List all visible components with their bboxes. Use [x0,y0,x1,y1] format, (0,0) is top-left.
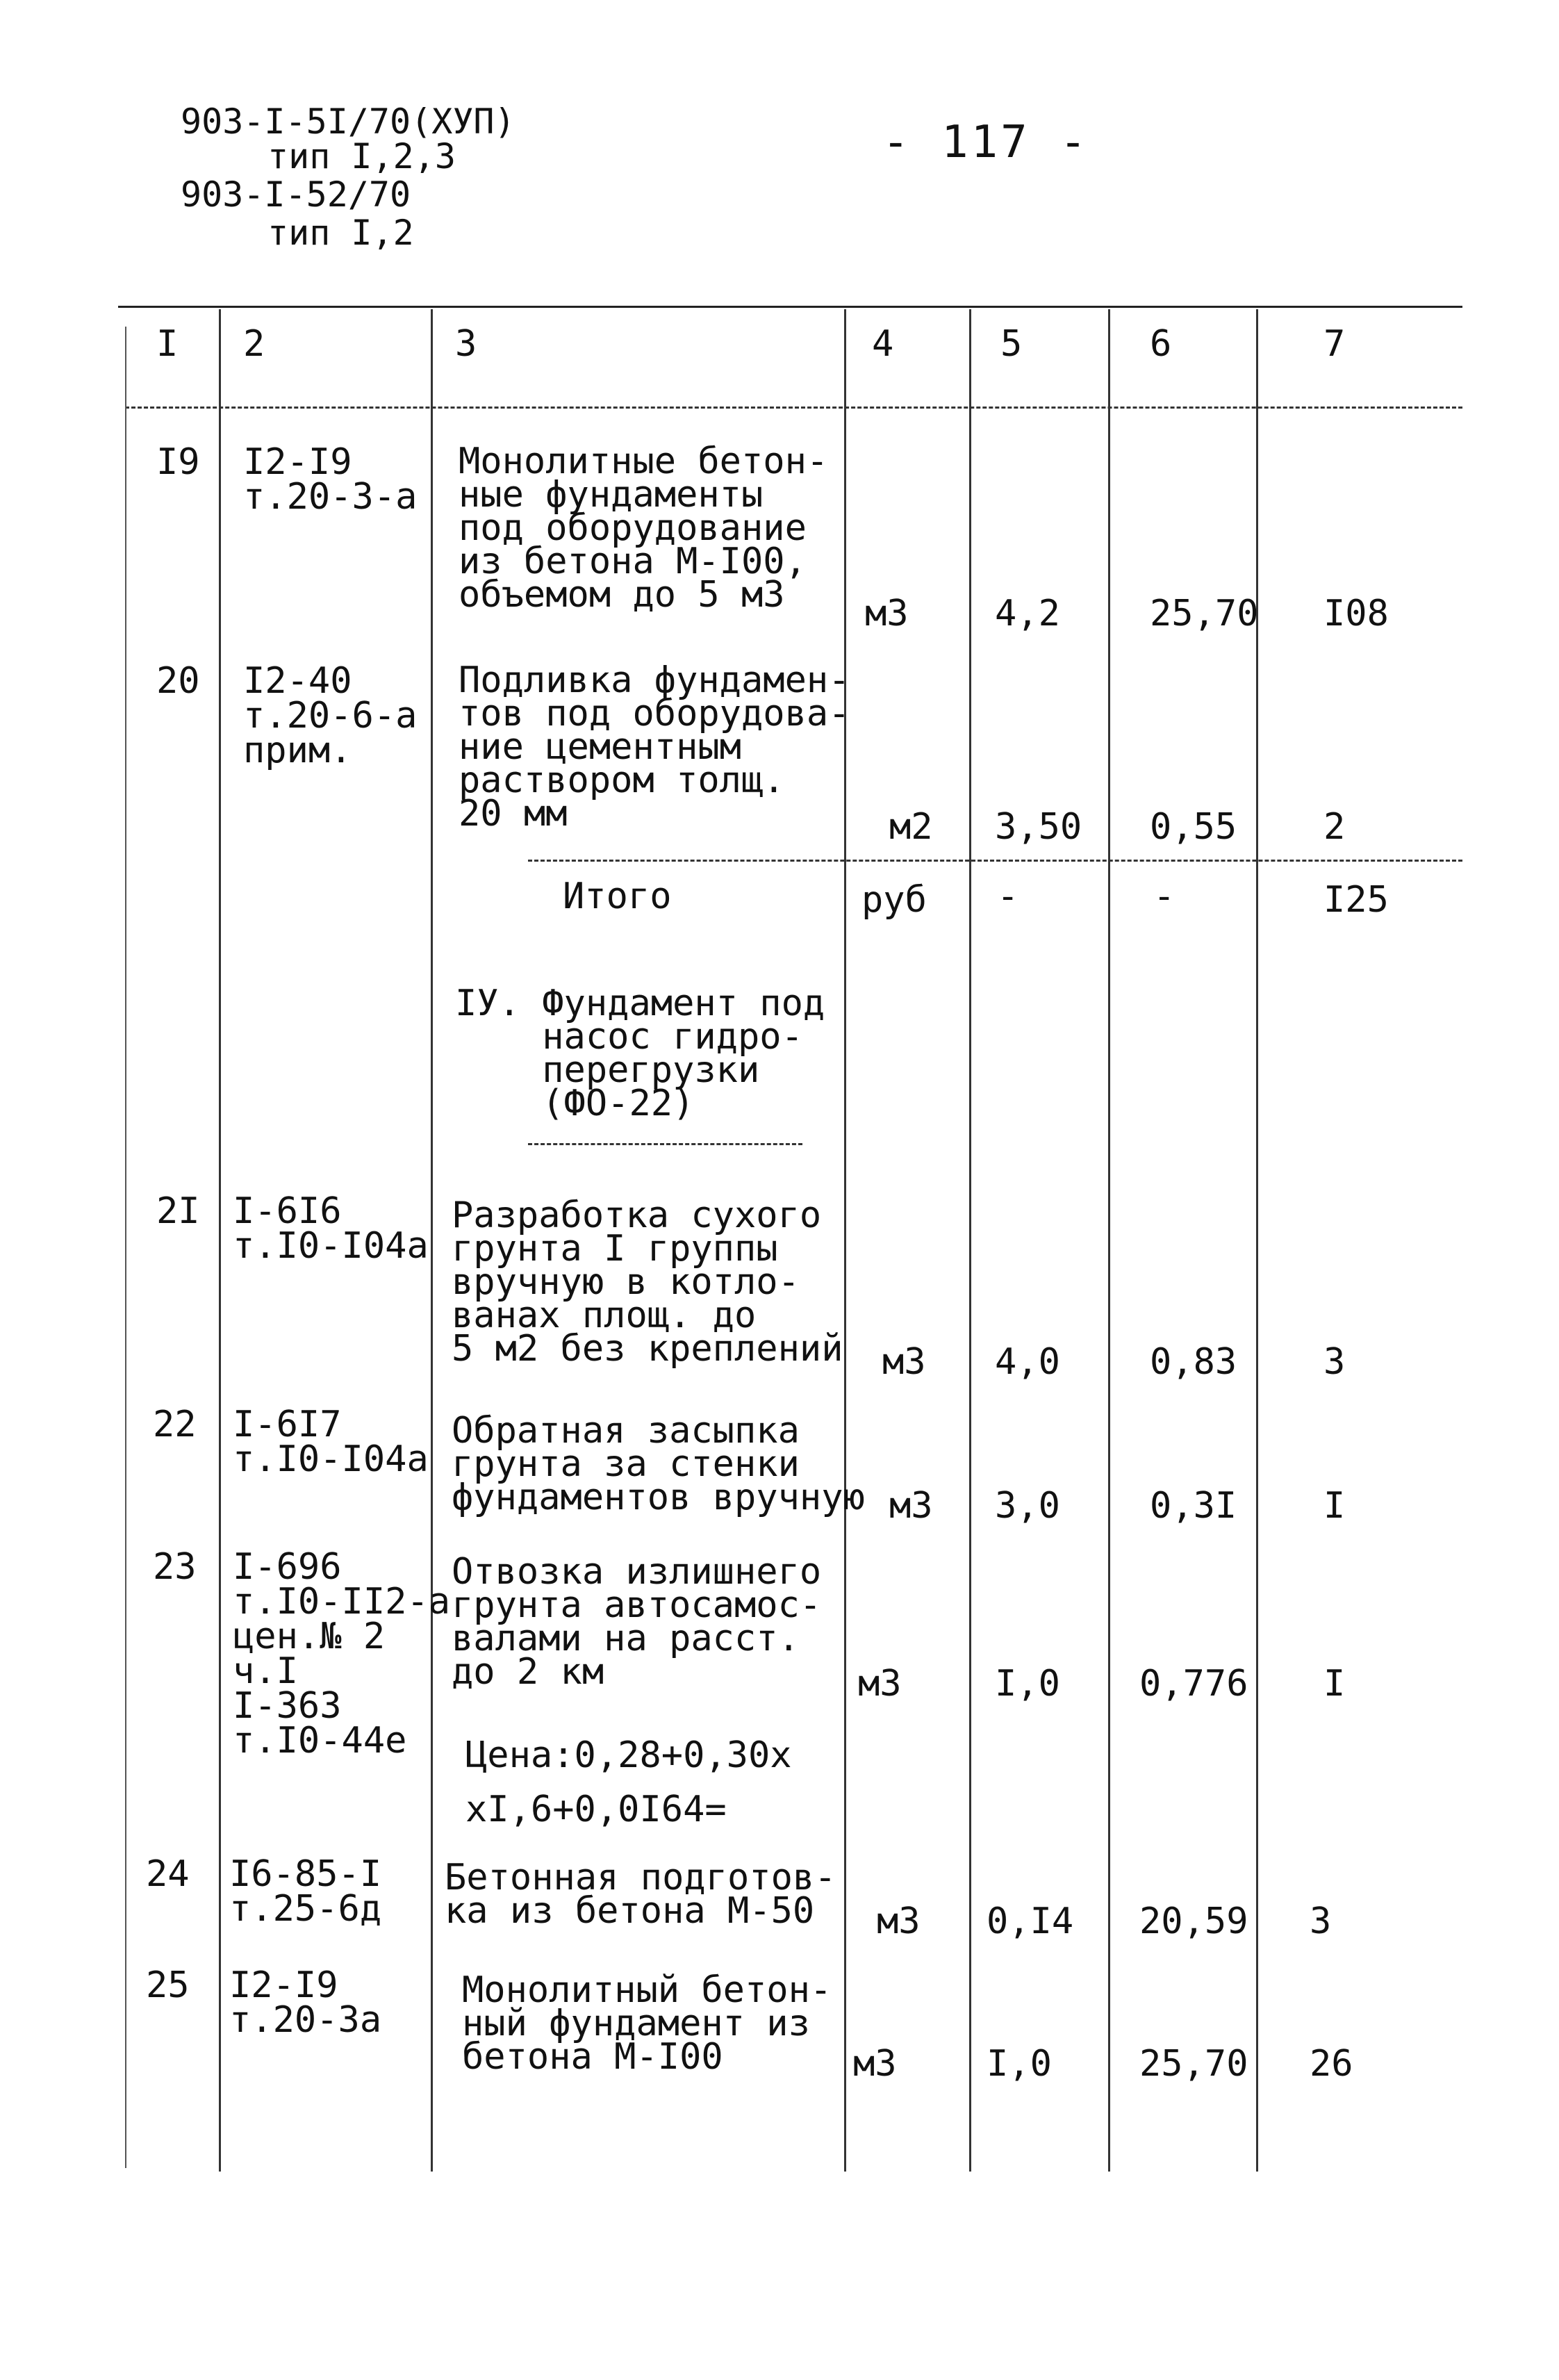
subtotal-sum: I25 [1323,879,1389,921]
column-header-1: I [156,323,179,365]
column-header-7: 7 [1323,323,1346,365]
row-code: I2-I9 т.20-3-а [243,441,418,518]
row-sum: 2 [1323,806,1346,848]
subtotal-label: Итого [563,876,672,917]
row-quantity: 0,I4 [987,1901,1074,1942]
price-formula-line-1: Цена:0,28+0,30х [465,1734,792,1776]
row-description: Бетонная подготов- ка из бетона М-50 [445,1857,836,1932]
column-divider-6 [1256,309,1258,2172]
row-description: Монолитный бетон- ный фундамент из бетона М-I00 [462,1969,832,2078]
row-code: I-6I7 т.I0-I04а [233,1404,429,1480]
table-top-rule [118,306,1462,308]
row-price: 0,776 [1139,1663,1248,1705]
header-separator [125,407,1462,409]
row-quantity: 4,2 [995,593,1060,634]
row-sum: I08 [1323,593,1389,634]
row-sum: I [1323,1663,1346,1705]
row-price: 0,3I [1150,1485,1237,1527]
row-price: 25,70 [1150,593,1259,634]
subtotal-unit: руб [861,879,927,921]
row-unit: м3 [889,1485,933,1527]
row-number: 22 [153,1404,197,1445]
column-divider-3 [844,309,846,2172]
row-code: I2-I9 т.20-3а [229,1964,382,2041]
column-header-6: 6 [1150,323,1172,365]
section-title: IУ. Фундамент под насос гидро- перегрузки (ФО-22) [455,983,825,1124]
row-quantity: 4,0 [995,1341,1060,1383]
row-unit: м3 [877,1901,921,1942]
row-code: I6-85-I т.25-6д [229,1853,382,1930]
doc-code-2: 903-I-52/70 [181,174,411,215]
row-code: I2-40 т.20-6-а прим. [243,660,418,771]
row-sum: I [1323,1485,1346,1527]
row-unit: м3 [882,1341,926,1383]
row-number: 25 [146,1964,190,2006]
row-quantity: I,0 [995,1663,1060,1705]
column-divider-4 [969,309,971,2172]
row-number: 20 [156,660,200,702]
row-price: 0,83 [1150,1341,1237,1383]
column-header-3: 3 [455,323,477,365]
table-left-border [125,327,126,2168]
subtotal-separator [528,860,1462,862]
row-description: Подливка фундамен- тов под оборудова- ние цементным раствором толщ. 20 мм [459,659,850,835]
subtotal-quantity: - [997,876,1019,917]
row-quantity: 3,0 [995,1485,1060,1527]
row-unit: м2 [889,806,933,848]
row-price: 0,55 [1150,806,1237,848]
row-number: 23 [153,1546,197,1588]
column-divider-1 [219,309,221,2172]
row-price: 20,59 [1139,1901,1248,1942]
row-description: Разработка сухого грунта I группы вручную в котло- ванах площ. до 5 м2 без креплений [452,1195,843,1370]
row-unit: м3 [858,1663,902,1705]
row-quantity: 3,50 [995,806,1082,848]
column-divider-2 [431,309,433,2172]
subtotal-price: - [1153,876,1176,917]
row-sum: 3 [1310,1901,1332,1942]
page-number: - 117 - [882,117,1089,168]
row-description: Монолитные бетон- ные фундаменты под оборудование из бетона М-I00, объемом до 5 м3 [459,441,829,616]
row-unit: м3 [853,2043,897,2085]
doc-code-1: 903-I-5I/70(XУП) [181,101,515,142]
row-number: 24 [146,1853,190,1895]
row-number: 2I [156,1190,200,1232]
row-code: I-696 т.I0-II2-а цен.№ 2 ч.I I-363 т.I0-44е [233,1546,451,1762]
row-description: Обратная засыпка грунта за стенки фундаментов вручную [452,1410,865,1518]
price-formula-line-2: хI,6+0,0I64= [465,1789,727,1830]
row-unit: м3 [865,593,909,634]
column-header-5: 5 [1000,323,1023,365]
doc-type-1: тип I,2,3 [267,136,456,177]
section-underline [528,1143,802,1145]
row-code: I-6I6 т.I0-I04а [233,1190,429,1267]
row-sum: 3 [1323,1341,1346,1383]
column-header-2: 2 [243,323,265,365]
row-price: 25,70 [1139,2043,1248,2085]
column-header-4: 4 [872,323,894,365]
row-quantity: I,0 [987,2043,1052,2085]
row-sum: 26 [1310,2043,1353,2085]
column-divider-5 [1108,309,1110,2172]
row-number: I9 [156,441,200,483]
row-description: Отвозка излишнего грунта автосамос- валами на расст. до 2 км [452,1551,822,1693]
doc-type-2: тип I,2 [267,213,414,253]
